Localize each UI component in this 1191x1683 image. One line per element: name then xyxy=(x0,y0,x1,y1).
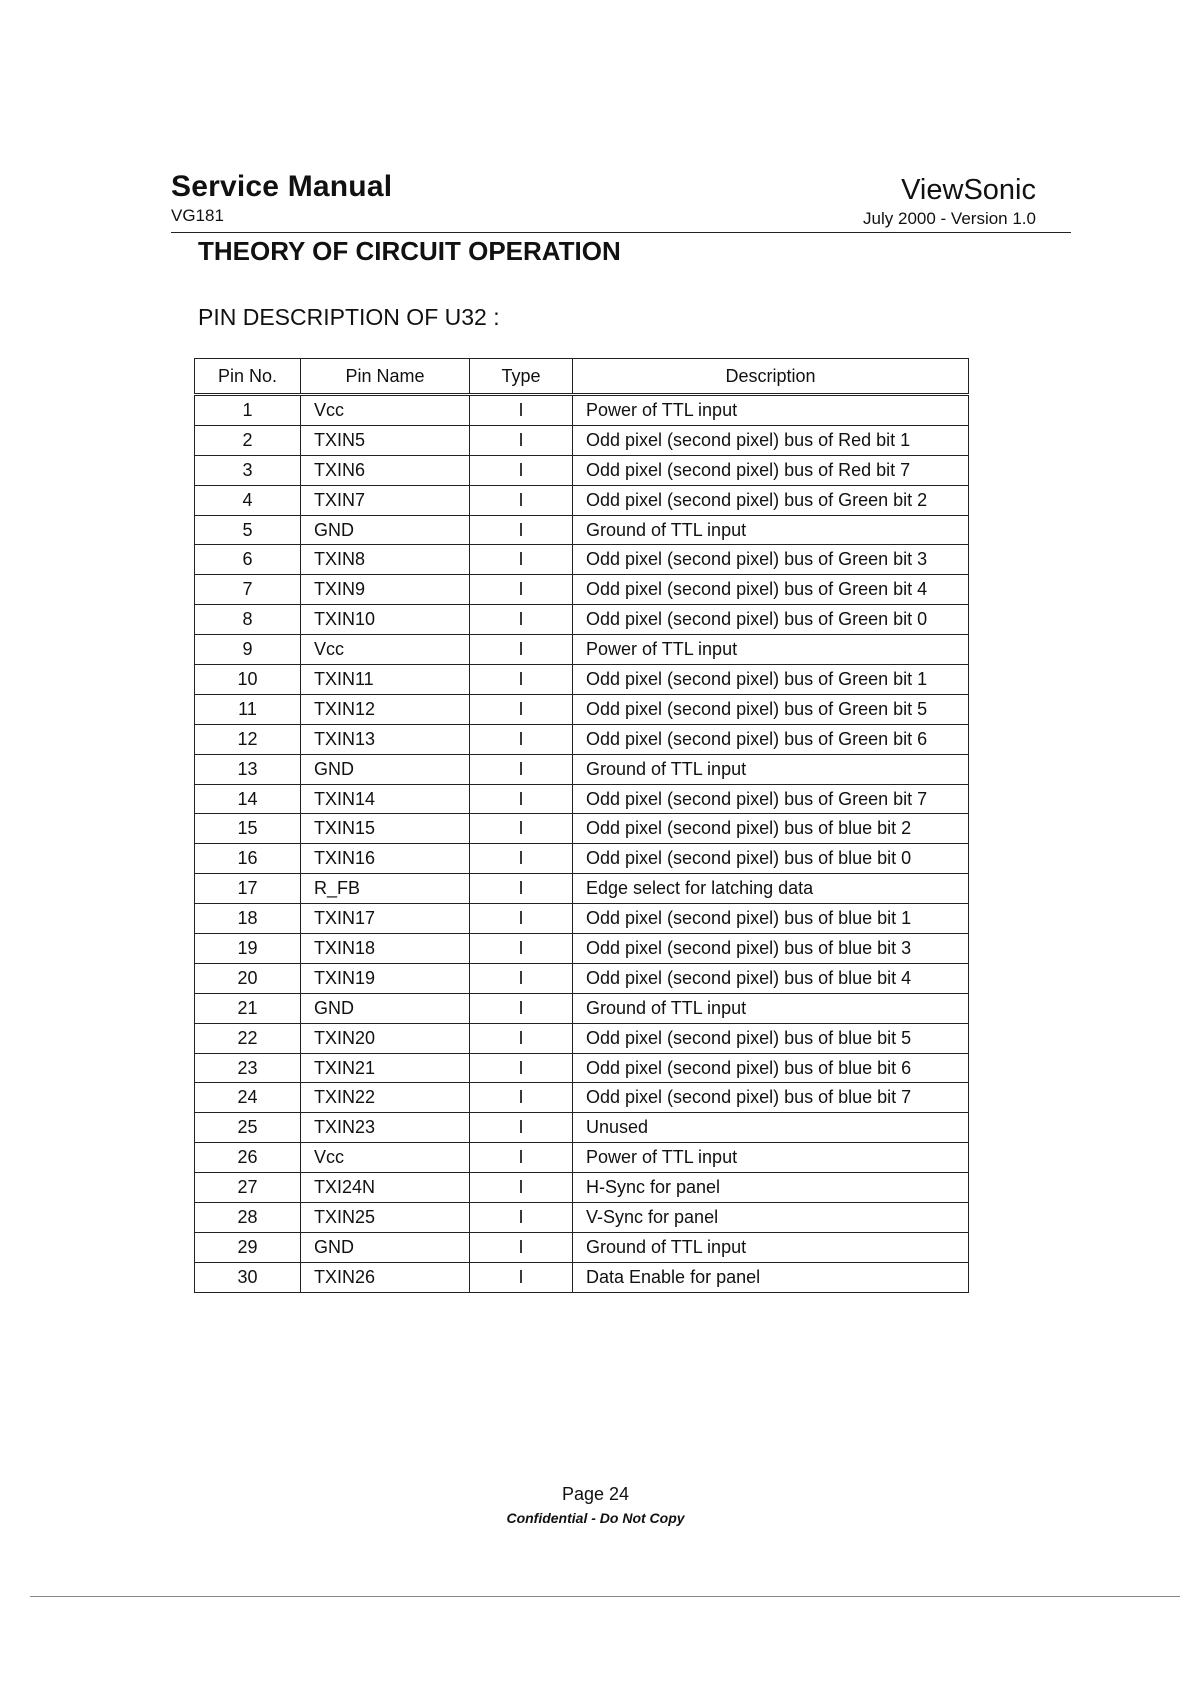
table-row xyxy=(195,814,969,844)
header-pin-no: Pin No. xyxy=(195,359,301,395)
table-row xyxy=(195,1053,969,1083)
pin-name-cell: TXIN23 xyxy=(301,1113,470,1143)
pin-type-cell: I xyxy=(470,635,573,665)
table-row xyxy=(195,665,969,695)
pin-name-cell: TXIN19 xyxy=(301,963,470,993)
pin-type-cell: I xyxy=(470,814,573,844)
pin-name-cell: GND xyxy=(301,1232,470,1262)
pin-name-cell: TXIN11 xyxy=(301,665,470,695)
pin-name-cell: Vcc xyxy=(301,635,470,665)
table-row xyxy=(195,515,969,545)
header-divider xyxy=(171,232,1071,233)
pin-number-cell: 25 xyxy=(195,1113,301,1143)
pin-description-cell: Odd pixel (second pixel) bus of Green bit 7 xyxy=(573,784,969,814)
pin-description-cell: Odd pixel (second pixel) bus of Red bit 1 xyxy=(573,425,969,455)
pin-number-cell: 18 xyxy=(195,904,301,934)
brand-name: ViewSonic xyxy=(901,174,1036,206)
pin-name-cell: TXIN7 xyxy=(301,485,470,515)
pin-description-cell: Odd pixel (second pixel) bus of Green bit 4 xyxy=(573,575,969,605)
pin-description-cell: Odd pixel (second pixel) bus of Green bit 3 xyxy=(573,545,969,575)
pin-name-cell: TXIN12 xyxy=(301,694,470,724)
pin-description-cell: Odd pixel (second pixel) bus of Green bit 5 xyxy=(573,694,969,724)
page-number: Page 24 xyxy=(561,1484,630,1504)
pin-type-cell: I xyxy=(470,1262,573,1292)
pin-description-cell: Odd pixel (second pixel) bus of Green bit 2 xyxy=(573,485,969,515)
pin-description-cell: H-Sync for panel xyxy=(573,1173,969,1203)
table-row xyxy=(195,575,969,605)
pin-number-cell: 1 xyxy=(195,395,301,426)
pin-name-cell: TXIN26 xyxy=(301,1262,470,1292)
pin-number-cell: 14 xyxy=(195,784,301,814)
pin-name-cell: TXIN8 xyxy=(301,545,470,575)
pin-description-cell: V-Sync for panel xyxy=(573,1203,969,1233)
header-pin-name: Pin Name xyxy=(301,359,470,395)
table-row xyxy=(195,1262,969,1292)
pin-name-cell: Vcc xyxy=(301,395,470,426)
pin-number-cell: 22 xyxy=(195,1023,301,1053)
pin-number-cell: 15 xyxy=(195,814,301,844)
pin-type-cell: I xyxy=(470,1053,573,1083)
pin-description-cell: Odd pixel (second pixel) bus of blue bit 5 xyxy=(573,1023,969,1053)
table-row xyxy=(195,694,969,724)
pin-description-cell: Odd pixel (second pixel) bus of blue bit 1 xyxy=(573,904,969,934)
pin-type-cell: I xyxy=(470,844,573,874)
pin-description-table xyxy=(194,358,969,1293)
pin-description-cell: Odd pixel (second pixel) bus of blue bit 0 xyxy=(573,844,969,874)
pin-description-cell: Ground of TTL input xyxy=(573,1232,969,1262)
pin-name-cell: TXIN25 xyxy=(301,1203,470,1233)
confidential-notice: Confidential - Do Not Copy xyxy=(506,1510,685,1526)
table-row xyxy=(195,455,969,485)
pin-description-cell: Data Enable for panel xyxy=(573,1262,969,1292)
header-type: Type xyxy=(470,359,573,395)
table-row xyxy=(195,874,969,904)
table-row xyxy=(195,1173,969,1203)
pin-type-cell: I xyxy=(470,1083,573,1113)
pin-name-cell: TXIN17 xyxy=(301,904,470,934)
pin-number-cell: 7 xyxy=(195,575,301,605)
pin-description-cell: Power of TTL input xyxy=(573,395,969,426)
pin-type-cell: I xyxy=(470,1232,573,1262)
pin-type-cell: I xyxy=(470,455,573,485)
pin-name-cell: Vcc xyxy=(301,1143,470,1173)
pin-description-cell: Power of TTL input xyxy=(573,635,969,665)
pin-number-cell: 17 xyxy=(195,874,301,904)
pin-type-cell: I xyxy=(470,754,573,784)
pin-type-cell: I xyxy=(470,1173,573,1203)
pin-number-cell: 9 xyxy=(195,635,301,665)
pin-type-cell: I xyxy=(470,605,573,635)
pin-name-cell: TXIN5 xyxy=(301,425,470,455)
pin-description-cell: Odd pixel (second pixel) bus of blue bit 3 xyxy=(573,934,969,964)
pin-type-cell: I xyxy=(470,1023,573,1053)
pin-number-cell: 21 xyxy=(195,993,301,1023)
pin-type-cell: I xyxy=(470,545,573,575)
pin-name-cell: TXIN16 xyxy=(301,844,470,874)
pin-name-cell: TXIN18 xyxy=(301,934,470,964)
pin-type-cell: I xyxy=(470,934,573,964)
table-row xyxy=(195,904,969,934)
pin-number-cell: 24 xyxy=(195,1083,301,1113)
table-row xyxy=(195,1143,969,1173)
pin-type-cell: I xyxy=(470,575,573,605)
pin-number-cell: 19 xyxy=(195,934,301,964)
pin-name-cell: TXI24N xyxy=(301,1173,470,1203)
pin-number-cell: 27 xyxy=(195,1173,301,1203)
pin-name-cell: TXIN9 xyxy=(301,575,470,605)
table-row xyxy=(195,963,969,993)
table-header-row xyxy=(195,359,969,395)
pin-name-cell: TXIN13 xyxy=(301,724,470,754)
pin-number-cell: 30 xyxy=(195,1262,301,1292)
table-row xyxy=(195,754,969,784)
table-row xyxy=(195,1083,969,1113)
pin-number-cell: 28 xyxy=(195,1203,301,1233)
pin-number-cell: 2 xyxy=(195,425,301,455)
pin-description-cell: Odd pixel (second pixel) bus of Green bit 6 xyxy=(573,724,969,754)
table-row xyxy=(195,993,969,1023)
pin-description-cell: Unused xyxy=(573,1113,969,1143)
pin-type-cell: I xyxy=(470,425,573,455)
table-row xyxy=(195,605,969,635)
pin-description-cell: Odd pixel (second pixel) bus of blue bit 6 xyxy=(573,1053,969,1083)
pin-type-cell: I xyxy=(470,485,573,515)
pin-description-cell: Odd pixel (second pixel) bus of Red bit 7 xyxy=(573,455,969,485)
pin-name-cell: TXIN15 xyxy=(301,814,470,844)
pin-number-cell: 13 xyxy=(195,754,301,784)
table-row xyxy=(195,1023,969,1053)
pin-name-cell: TXIN10 xyxy=(301,605,470,635)
pin-number-cell: 10 xyxy=(195,665,301,695)
pin-number-cell: 5 xyxy=(195,515,301,545)
table-row xyxy=(195,934,969,964)
pin-description-cell: Odd pixel (second pixel) bus of blue bit 4 xyxy=(573,963,969,993)
table-row xyxy=(195,1203,969,1233)
table-row xyxy=(195,784,969,814)
pin-name-cell: TXIN14 xyxy=(301,784,470,814)
pin-number-cell: 12 xyxy=(195,724,301,754)
pin-description-cell: Ground of TTL input xyxy=(573,993,969,1023)
table-row xyxy=(195,1113,969,1143)
manual-title: Service Manual xyxy=(171,170,393,203)
table-row xyxy=(195,635,969,665)
table-row xyxy=(195,844,969,874)
pin-description-cell: Ground of TTL input xyxy=(573,515,969,545)
pin-type-cell: I xyxy=(470,1113,573,1143)
table-row xyxy=(195,425,969,455)
table-row xyxy=(195,545,969,575)
pin-name-cell: TXIN21 xyxy=(301,1053,470,1083)
pin-name-cell: TXIN22 xyxy=(301,1083,470,1113)
pin-number-cell: 26 xyxy=(195,1143,301,1173)
pin-number-cell: 20 xyxy=(195,963,301,993)
pin-type-cell: I xyxy=(470,1143,573,1173)
pin-type-cell: I xyxy=(470,993,573,1023)
model-number: VG181 xyxy=(171,206,224,225)
table-row xyxy=(195,395,969,426)
pin-number-cell: 4 xyxy=(195,485,301,515)
table-row xyxy=(195,724,969,754)
pin-description-cell: Odd pixel (second pixel) bus of Green bit 1 xyxy=(573,665,969,695)
pin-type-cell: I xyxy=(470,665,573,695)
pin-number-cell: 3 xyxy=(195,455,301,485)
pin-name-cell: R_FB xyxy=(301,874,470,904)
pin-description-cell: Ground of TTL input xyxy=(573,754,969,784)
pin-type-cell: I xyxy=(470,724,573,754)
header-description: Description xyxy=(573,359,969,395)
header-left xyxy=(171,170,392,226)
pin-number-cell: 23 xyxy=(195,1053,301,1083)
pin-number-cell: 16 xyxy=(195,844,301,874)
pin-type-cell: I xyxy=(470,784,573,814)
pin-name-cell: GND xyxy=(301,754,470,784)
pin-type-cell: I xyxy=(470,874,573,904)
pin-type-cell: I xyxy=(470,515,573,545)
bottom-divider xyxy=(30,1596,1180,1597)
pin-number-cell: 8 xyxy=(195,605,301,635)
pin-name-cell: TXIN20 xyxy=(301,1023,470,1053)
pin-type-cell: I xyxy=(470,395,573,426)
pin-type-cell: I xyxy=(470,694,573,724)
pin-description-cell: Edge select for latching data xyxy=(573,874,969,904)
pin-description-cell: Odd pixel (second pixel) bus of Green bit 0 xyxy=(573,605,969,635)
pin-name-cell: GND xyxy=(301,993,470,1023)
pin-type-cell: I xyxy=(470,1203,573,1233)
pin-description-cell: Odd pixel (second pixel) bus of blue bit 7 xyxy=(573,1083,969,1113)
section-title: THEORY OF CIRCUIT OPERATION xyxy=(198,236,621,266)
table-row xyxy=(195,1232,969,1262)
date-version: July 2000 - Version 1.0 xyxy=(863,209,1036,228)
table-row xyxy=(195,485,969,515)
pin-number-cell: 6 xyxy=(195,545,301,575)
pin-number-cell: 11 xyxy=(195,694,301,724)
pin-description-cell: Power of TTL input xyxy=(573,1143,969,1173)
pin-description-cell: Odd pixel (second pixel) bus of blue bit 2 xyxy=(573,814,969,844)
pin-number-cell: 29 xyxy=(195,1232,301,1262)
pin-type-cell: I xyxy=(470,904,573,934)
pin-name-cell: GND xyxy=(301,515,470,545)
header-right xyxy=(863,174,1036,229)
pin-name-cell: TXIN6 xyxy=(301,455,470,485)
pin-type-cell: I xyxy=(470,963,573,993)
table-caption: PIN DESCRIPTION OF U32 : xyxy=(198,304,500,330)
